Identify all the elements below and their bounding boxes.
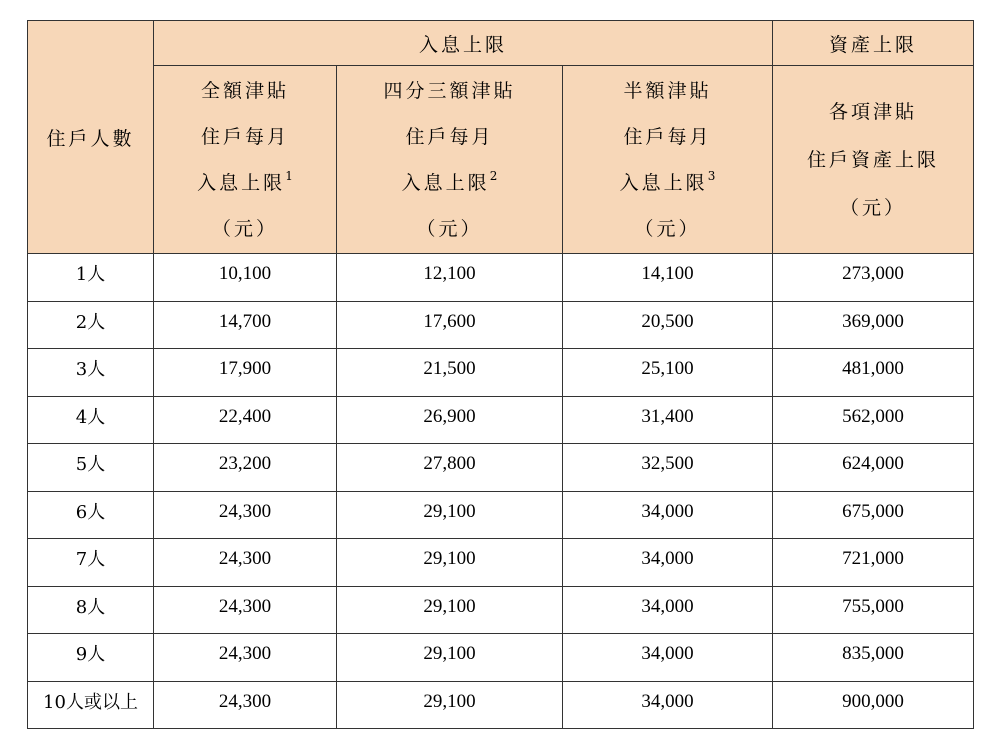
three-quarter-allowance-cell — [337, 634, 563, 682]
cell-text: 10,100 — [218, 263, 272, 285]
header-unit: （元） — [839, 196, 906, 219]
full-allowance-cell — [154, 539, 337, 587]
header-line: 住戶每月 — [623, 125, 712, 148]
income-limit-group-header: 入息上限 — [154, 21, 773, 66]
three-quarter-allowance-cell — [337, 254, 563, 302]
household-size-cell — [28, 254, 154, 302]
asset-limit-group-header: 資產上限 — [773, 21, 974, 66]
three-quarter-allowance-cell — [337, 444, 563, 492]
cell-text: 7人 — [75, 549, 106, 571]
household-size-header: 住戶人數 — [28, 21, 154, 254]
three-quarter-allowance-cell — [337, 586, 563, 634]
half-allowance-cell — [563, 491, 773, 539]
header-line: 各項津貼 — [828, 100, 917, 123]
cell-text: 4人 — [75, 406, 106, 428]
cell-text: 29,100 — [423, 643, 476, 665]
half-allowance-cell — [563, 444, 773, 492]
asset-limit-cell — [773, 586, 974, 634]
cell-text: 24,300 — [218, 548, 272, 570]
header-unit: （元） — [634, 217, 701, 240]
cell-text: 21,500 — [423, 358, 476, 380]
full-allowance-cell — [154, 254, 337, 302]
table-row — [28, 301, 974, 349]
full-allowance-cell — [154, 586, 337, 634]
asset-limit-cell — [773, 444, 974, 492]
household-size-cell — [28, 539, 154, 587]
asset-limit-cell — [773, 634, 974, 682]
cell-text: 34,000 — [641, 548, 694, 570]
cell-text: 29,100 — [423, 548, 476, 570]
cell-text: 31,400 — [641, 405, 694, 427]
header-line: 全額津貼 — [200, 79, 289, 102]
full-allowance-cell — [154, 301, 337, 349]
full-allowance-cell — [154, 634, 337, 682]
half-allowance-cell — [563, 634, 773, 682]
cell-text: 900,000 — [842, 690, 904, 712]
table-row — [28, 254, 974, 302]
asset-limit-cell — [773, 254, 974, 302]
cell-text: 29,100 — [423, 690, 476, 712]
cell-text: 24,300 — [218, 643, 272, 665]
header-line: 住戶每月 — [405, 125, 494, 148]
cell-text: 23,200 — [218, 453, 272, 475]
asset-limit-header — [773, 66, 974, 254]
table-row — [28, 539, 974, 587]
table-row — [28, 681, 974, 729]
half-allowance-header — [563, 66, 773, 254]
cell-text: 32,500 — [641, 453, 694, 475]
half-allowance-cell — [563, 254, 773, 302]
table-row — [28, 634, 974, 682]
table-row — [28, 396, 974, 444]
cell-text: 10人或以上 — [43, 691, 138, 713]
footnote-marker: 2 — [489, 168, 498, 183]
cell-text: 12,100 — [423, 263, 476, 285]
cell-text: 20,500 — [641, 310, 694, 332]
cell-text: 34,000 — [641, 500, 694, 522]
three-quarter-allowance-cell — [337, 396, 563, 444]
cell-text: 24,300 — [218, 500, 272, 522]
household-size-cell — [28, 301, 154, 349]
household-size-cell — [28, 491, 154, 539]
cell-text: 1人 — [75, 264, 106, 286]
asset-limit-cell — [773, 349, 974, 397]
household-size-cell — [28, 396, 154, 444]
cell-text: 29,100 — [423, 500, 476, 522]
header-line: 住戶資產上限 — [806, 148, 939, 171]
cell-text: 624,000 — [842, 453, 904, 475]
full-allowance-cell — [154, 396, 337, 444]
table-row — [28, 444, 974, 492]
cell-text: 481,000 — [842, 358, 904, 380]
cell-text: 22,400 — [218, 405, 272, 427]
cell-text: 17,900 — [218, 358, 272, 380]
half-allowance-cell — [563, 349, 773, 397]
cell-text: 273,000 — [842, 263, 904, 285]
header-unit: （元） — [211, 217, 278, 240]
header-line: 入息上限$^1$ — [197, 168, 293, 194]
asset-limit-cell — [773, 539, 974, 587]
three-quarter-allowance-cell — [337, 681, 563, 729]
full-allowance-cell — [154, 444, 337, 492]
cell-text: 29,100 — [423, 595, 476, 617]
header-line: 入息上限$^3$ — [619, 168, 716, 194]
footnote-marker: 3 — [707, 168, 716, 183]
three-quarter-allowance-cell — [337, 301, 563, 349]
full-allowance-cell — [154, 491, 337, 539]
cell-text: 721,000 — [842, 548, 904, 570]
half-allowance-cell — [563, 586, 773, 634]
three-quarter-allowance-header — [337, 66, 563, 254]
header-line: 入息上限$^2$ — [401, 168, 498, 194]
cell-text: 14,700 — [218, 310, 272, 332]
header-line: 住戶每月 — [200, 125, 289, 148]
cell-text: 8人 — [75, 596, 106, 618]
half-allowance-cell — [563, 681, 773, 729]
cell-text: 755,000 — [842, 595, 904, 617]
header-line: 半額津貼 — [623, 79, 712, 102]
footnote-marker: 1 — [285, 168, 293, 183]
cell-text: 5人 — [75, 454, 106, 476]
asset-limit-cell — [773, 491, 974, 539]
household-size-cell — [28, 586, 154, 634]
cell-text: 34,000 — [641, 643, 694, 665]
cell-text: 27,800 — [423, 453, 476, 475]
asset-limit-cell — [773, 396, 974, 444]
three-quarter-allowance-cell — [337, 491, 563, 539]
cell-text: 24,300 — [218, 690, 272, 712]
table-row — [28, 491, 974, 539]
cell-text: 25,100 — [641, 358, 694, 380]
cell-text: 34,000 — [641, 595, 694, 617]
table-body — [28, 254, 974, 729]
table-row — [28, 349, 974, 397]
cell-text: 369,000 — [842, 310, 904, 332]
cell-text: 3人 — [75, 359, 106, 381]
cell-text: 9人 — [75, 644, 106, 666]
cell-text: 675,000 — [842, 500, 904, 522]
cell-text: 24,300 — [218, 595, 272, 617]
cell-text: 17,600 — [423, 310, 476, 332]
cell-text: 835,000 — [842, 643, 904, 665]
full-allowance-cell — [154, 681, 337, 729]
half-allowance-cell — [563, 301, 773, 349]
income-asset-limits-table — [27, 20, 974, 729]
full-allowance-cell — [154, 349, 337, 397]
full-allowance-header — [154, 66, 337, 254]
asset-limit-cell — [773, 681, 974, 729]
household-size-cell — [28, 444, 154, 492]
cell-text: 14,100 — [641, 263, 694, 285]
three-quarter-allowance-cell — [337, 349, 563, 397]
header-line: 四分三額津貼 — [383, 79, 516, 102]
cell-text: 562,000 — [842, 405, 904, 427]
table-row — [28, 586, 974, 634]
three-quarter-allowance-cell — [337, 539, 563, 587]
household-size-cell — [28, 634, 154, 682]
half-allowance-cell — [563, 396, 773, 444]
cell-text: 2人 — [75, 311, 106, 333]
asset-limit-cell — [773, 301, 974, 349]
cell-text: 34,000 — [641, 690, 694, 712]
header-unit: （元） — [416, 217, 483, 240]
cell-text: 6人 — [75, 501, 106, 523]
household-size-cell — [28, 681, 154, 729]
household-size-cell — [28, 349, 154, 397]
cell-text: 26,900 — [423, 405, 476, 427]
half-allowance-cell — [563, 539, 773, 587]
